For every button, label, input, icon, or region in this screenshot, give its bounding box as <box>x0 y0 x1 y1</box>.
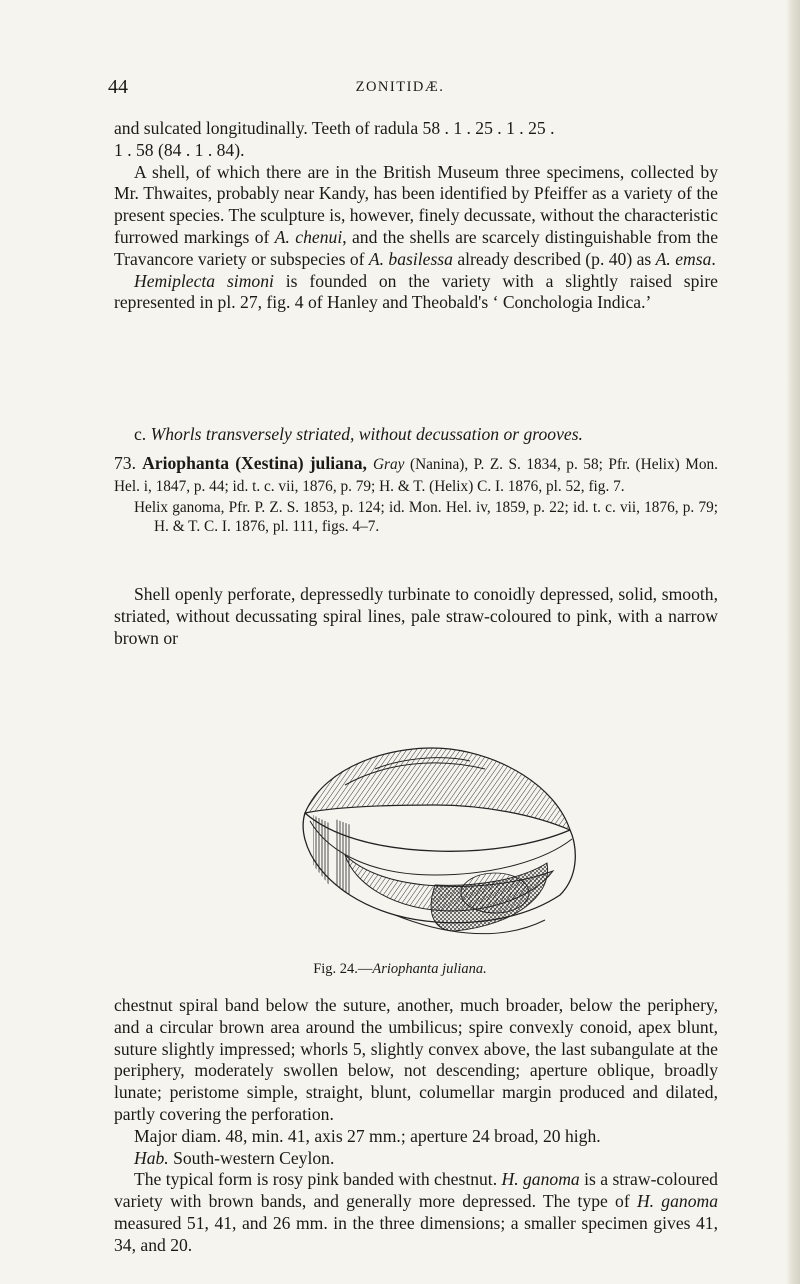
taxon-hemiplecta-simoni: Hemiplecta simoni <box>134 270 274 291</box>
page-number: 44 <box>108 76 128 98</box>
habitat-label: Hab. <box>134 1147 169 1168</box>
running-title: ZONITIDÆ. <box>355 79 445 95</box>
species-heading <box>114 453 718 497</box>
species-name: Ariophanta (Xestina) juliana, <box>142 453 367 473</box>
radula-line-2: 1 . 58 (84 . 1 . 84). <box>114 139 245 160</box>
taxon-basilessa: A. basilessa <box>368 248 453 269</box>
figure-caption: Fig. 24.—Ariophanta juliana. <box>313 961 487 977</box>
section-c-text: Whorls transversely striated, without decussation or grooves. <box>150 424 583 444</box>
habitat: Hab. South-western Ceylon. <box>134 1147 335 1168</box>
page-edge-shadow <box>786 0 800 1284</box>
text-block-top <box>114 118 718 314</box>
species-entry <box>114 453 718 536</box>
shell-illustration <box>285 735 585 953</box>
section-c-heading: c. Whorls transversely striated, without decussation or grooves. <box>134 424 583 444</box>
taxon-ganoma-1: H. ganoma <box>501 1169 580 1190</box>
species-authority: Gray <box>373 456 405 473</box>
taxon-emsa: A. emsa <box>655 248 712 269</box>
paragraph-british-museum: A shell, of which there are in the British Museum three specimens, collected by Mr. Thwaites, probably near Kandy, has been identified by Pfeiffer as a variety of the present species. The sculpture is, however, finely decussate, without the characteristic furrowed markings of A. chenui, and the shells are scarcely distinguishable from the Travancore variety or subspecies of A. basilessa already described (p. 40) as A. emsa. <box>114 161 719 269</box>
synonymy-1: (Nanina), P. Z. S. 1834, p. 58; Pfr. (Helix) Mon. Hel. i, 1847, p. 44; id. t. c. vii, 1876, p. 79; H. & T. (Helix) C. I. 1876, pl. 52, fig. 7. <box>114 456 718 495</box>
paragraph-hemiplecta: Hemiplecta simoni is founded on the variety with a slightly raised spire represented in pl. 27, fig. 4 of Hanley and Theobald's ‘ Conchologia Indica.’ <box>114 270 718 313</box>
taxon-chenui: A. chenui <box>274 226 343 247</box>
measurements: Major diam. 48, min. 41, axis 27 mm.; aperture 24 broad, 20 high. <box>134 1125 601 1146</box>
paragraph-typical-form: The typical form is rosy pink banded with chestnut. H. ganoma is a straw-coloured variety with brown bands, and generally more depressed. The type of H. ganoma measured 51, 41, and 26 mm. in the three dimensions; a smaller specimen gives 41, 34, and 20. <box>114 1169 718 1255</box>
synonymy-2: Helix ganoma, Pfr. P. Z. S. 1853, p. 124; id. Mon. Hel. iv, 1859, p. 22; id. t. c. vii, 1876, p. 79; H. & T. C. I. 1876, pl. 111, figs. 4–7. <box>134 498 718 535</box>
radula-line-1: and sulcated longitudinally. Teeth of radula 58 . 1 . 25 . 1 . 25 . <box>114 118 555 138</box>
species-number: 73. <box>114 453 136 473</box>
description-part-2: chestnut spiral band below the suture, another, much broader, below the periphery, and a circular brown area around the umbilicus; spire convexly conoid, apex blunt, suture slightly impressed; whorls 5, slightly convex above, the last subangulate at the periphery, moderately swollen below, not descending; aperture oblique, broadly lunate; peristome simple, straight, blunt, columellar margin produced and dilated, partly covering the perforation. Major diam. 48, min. 41, axis 27 mm.; aperture 24 broad, 20 high. Hab. South-western Ceylon. The typical form is rosy pink banded with chestnut. H. ganoma is a straw-coloured variety with brown bands, and generally more depressed. The type of H. ganoma measured 51, 41, and 26 mm. in the three dimensions; a smaller specimen gives 41, 34, and 20. <box>114 995 718 1255</box>
description-part-1: Shell openly perforate, depressedly turbinate to conoidly depressed, solid, smooth, striated, without decussating spiral lines, pale straw-coloured to pink, with a narrow brown or <box>114 584 718 648</box>
taxon-ganoma-2: H. ganoma <box>636 1191 718 1212</box>
